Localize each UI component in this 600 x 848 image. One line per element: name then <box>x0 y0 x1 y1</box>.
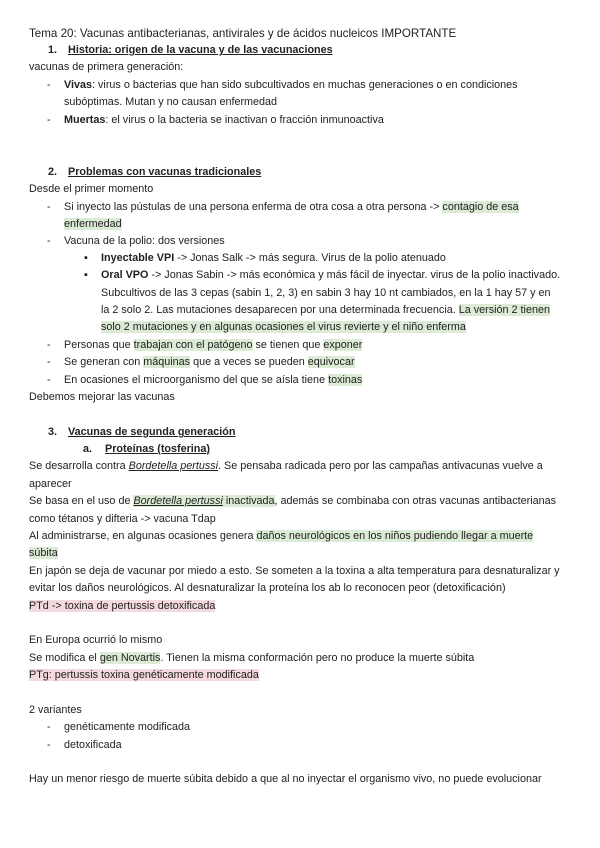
paragraph: Al administrarse, en algunas ocasiones genera daños neurológicos en los niños pudiendo llegar a muerte <box>29 530 534 542</box>
sub-list-item-continuation <box>101 320 466 334</box>
section-heading-text: Historia: origen de la vacuna y de las vacunaciones <box>68 44 333 56</box>
list-item: Personas que trabajan con el patógeno se tienen que exponer <box>64 339 363 351</box>
list-item-continuation <box>64 217 122 231</box>
highlight-green: solo 2 mutaciones y en algunas ocasiones el virus revierte y el niño enferma <box>101 321 466 333</box>
list-item <box>64 78 518 92</box>
paragraph: vacunas de primera generación: <box>29 61 184 73</box>
paragraph-continuation: aparecer <box>29 478 72 490</box>
document-title <box>29 27 456 41</box>
highlight-green: gen Novartis <box>99 652 161 664</box>
term-label: Inyectable VPI <box>101 252 175 264</box>
highlight-green: daños neurológicos en los niños pudiendo llegar a muerte <box>256 530 534 542</box>
highlight-green: máquinas <box>143 356 191 368</box>
bullet-dash: - <box>47 79 51 91</box>
list-item: Vacuna de la polio: dos versiones <box>64 235 225 247</box>
section-number: 1. <box>48 44 58 56</box>
list-item-continuation: subóptimas. Mutan y no causan enfermedad <box>64 96 278 108</box>
section-number: 2. <box>48 166 58 178</box>
species-name: Bordetella pertussi <box>128 460 219 472</box>
paragraph: Debemos mejorar las vacunas <box>29 391 175 403</box>
sub-list-item-continuation: la 2 solo 2. Las mutaciones desaparecen por una determinada frecuencia. La versión 2 tienen <box>101 304 550 316</box>
highlight-green: trabajan con el patógeno <box>133 339 253 351</box>
list-item: genéticamente modificada <box>64 721 191 733</box>
section-heading-text: Problemas con vacunas tradicionales <box>68 166 262 178</box>
sub-list-item-continuation: Subcultivos de las 3 cepas (sabin 1, 2, 3) en sabin 3 hay 10 nt cambiados, en la 1 hay 57 y en <box>101 287 551 299</box>
list-item: Si inyecto las pústulas de una persona enferma de otra cosa a otra persona -> contagio de esa <box>64 201 519 213</box>
highlight-green: súbita <box>29 547 58 559</box>
highlight-pink: PTd -> toxina de pertussis detoxificada <box>29 600 216 612</box>
paragraph-continuation: como tétanos y difteria -> vacuna Tdap <box>29 513 216 525</box>
highlight-pink: PTg: pertussis toxina genéticamente modificada <box>29 669 259 681</box>
bullet-dash: - <box>47 739 51 751</box>
highlight-green: exponer <box>323 339 363 351</box>
section-1-heading <box>48 43 333 57</box>
list-item <box>64 113 384 127</box>
paragraph: 2 variantes <box>29 704 82 716</box>
highlight-green: toxinas <box>328 374 363 386</box>
term-label: Oral VPO <box>101 269 149 281</box>
highlighted-definition <box>29 668 259 682</box>
subsection-heading <box>83 442 210 456</box>
term-label: Vivas <box>64 79 93 91</box>
highlight-green: contagio de esa <box>442 201 519 213</box>
list-item: detoxificada <box>64 739 122 751</box>
highlighted-definition <box>29 599 215 613</box>
bullet-dash: - <box>47 201 51 213</box>
bullet-square: ▪ <box>84 252 88 264</box>
paragraph: En Europa ocurrió lo mismo <box>29 634 163 646</box>
subsection-heading-text: Proteínas (tosferina) <box>105 443 211 455</box>
term-text: : el virus o la bacteria se inactivan o fracción inmunoactiva <box>105 114 384 126</box>
bullet-dash: - <box>47 235 51 247</box>
highlight-green: enfermedad <box>64 218 122 230</box>
bullet-square: ▪ <box>84 269 88 281</box>
list-item: En ocasiones el microorganismo del que se aísla tiene toxinas <box>64 374 363 386</box>
species-name: Bordetella pertussi <box>133 495 223 507</box>
section-heading-text: Vacunas de segunda generación <box>68 426 236 438</box>
sub-list-item: Oral VPO -> Jonas Sabin -> más económica y más fácil de inyectar. virus de la polio inactivado. <box>101 269 561 281</box>
document-title-text: Tema 20: Vacunas antibacterianas, antivirales y de ácidos nucleicos IMPORTANTE <box>29 27 457 40</box>
highlight-green: equivocar <box>307 356 355 368</box>
paragraph: Se modifica el gen Novartis. Tienen la misma conformación pero no produce la muerte súbita <box>29 652 475 664</box>
bullet-dash: - <box>47 356 51 368</box>
subsection-letter: a. <box>83 443 93 455</box>
bullet-dash: - <box>47 721 51 733</box>
paragraph: Desde el primer momento <box>29 183 154 195</box>
term-text: : virus o bacterias que han sido subcultivados en muchas generaciones o en condiciones <box>92 79 518 91</box>
list-item: Se generan con máquinas que a veces se pueden equivocar <box>64 356 355 368</box>
paragraph-continuation: evitar los daños neurológicos. Al desnaturalizar la proteína los ab lo reconocen peor (detoxificación) <box>29 582 506 594</box>
section-3-heading <box>48 425 235 439</box>
term-label: Muertas <box>64 114 106 126</box>
bullet-dash: - <box>47 114 51 126</box>
bullet-dash: - <box>47 374 51 386</box>
bullet-dash: - <box>47 339 51 351</box>
paragraph: Se desarrolla contra Bordetella pertussi. Se pensaba radicada pero por las campañas antivacunas vuelve a <box>29 460 543 472</box>
section-2-heading <box>48 165 261 179</box>
paragraph: Hay un menor riesgo de muerte súbita debido a que al no inyectar el organismo vivo, no puede evolucionar <box>29 773 542 785</box>
section-number: 3. <box>48 426 58 438</box>
paragraph-continuation <box>29 546 58 560</box>
sub-list-item: Inyectable VPI -> Jonas Salk -> más segura. Virus de la polio atenuado <box>101 252 446 264</box>
paragraph: En japón se deja de vacunar por miedo a esto. Se someten a la toxina a alta temperatura para desnaturalizar y <box>29 565 560 577</box>
highlight-green: La versión 2 tienen <box>458 304 550 316</box>
paragraph: Se basa en el uso de Bordetella pertussi inactivada, además se combinaba con otras vacunas antibacterianas <box>29 495 556 507</box>
